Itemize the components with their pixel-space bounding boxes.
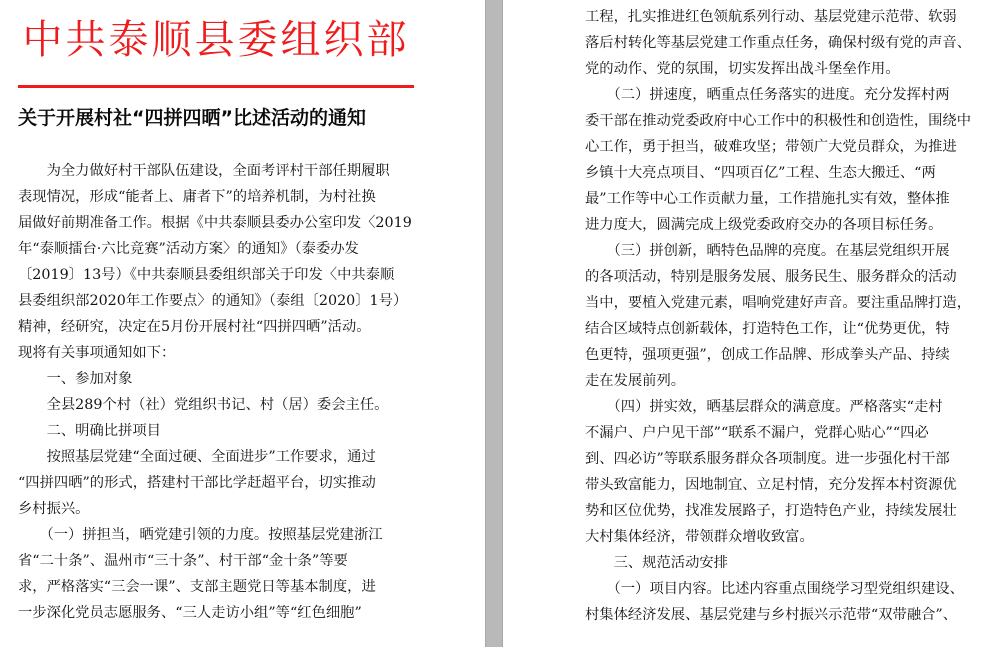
- body-line: 落后村转化等基层党建工作重点任务，确保村级有党的声音、: [585, 35, 972, 51]
- body-line: 心工作，勇于担当，破难攻坚；带领广大党员群众，为推进: [585, 139, 957, 155]
- section-heading: 二、明确比拼项目: [18, 423, 161, 439]
- body-line: 省“二十条”、温州市“三十条”、村干部“金十条”等要: [18, 553, 348, 569]
- body-line: （二）拼速度，晒重点任务落实的进度。充分发挥村两: [585, 87, 950, 103]
- section-heading: 一、参加对象: [18, 371, 133, 387]
- body-line: 为全力做好村干部队伍建设，全面考评村干部任期履职: [18, 163, 390, 179]
- body-line: 最”工作等中心工作贡献力量，工作措施扎实有效，整体推: [585, 191, 950, 207]
- body-line: 当中，要植入党建元素，唱响党建好声音。要注重品牌打造，: [585, 295, 972, 311]
- red-header-rule: [18, 85, 414, 88]
- document-page-right: [503, 0, 991, 647]
- body-line: 乡村振兴。: [18, 501, 90, 517]
- body-line: 走在发展前列。: [585, 373, 686, 389]
- body-line: 工程，扎实推进红色领航系列行动、基层党建示范带、软弱: [585, 9, 957, 25]
- body-line: 大村集体经济，带领群众增收致富。: [585, 529, 814, 545]
- org-masthead-title: 中共泰顺县委组织部: [22, 17, 410, 63]
- page-gutter: [485, 0, 503, 647]
- body-line: 不漏户、户户见干部”“联系不漏户，党群心贴心”“四必: [585, 425, 929, 441]
- body-line: （四）拼实效，晒基层群众的满意度。严格落实“走村: [585, 399, 943, 415]
- body-line: 求，严格落实“三会一课”、支部主题党日等基本制度，进: [18, 579, 376, 595]
- body-line: （一）拼担当，晒党建引领的力度。按照基层党建浙江: [18, 527, 383, 543]
- body-line: （一）项目内容。比述内容重点围绕学习型党组织建设、: [585, 581, 964, 597]
- body-line: 党的动作、党的氛围，切实发挥出战斗堡垒作用。: [585, 61, 900, 77]
- body-line: “四拼四晒”的形式，搭建村干部比学赶超平台，切实推动: [18, 475, 376, 491]
- body-line: 势和区位优势，找准发展路子，打造特色产业，持续发展壮: [585, 503, 957, 519]
- right-body-text: [585, 4, 985, 628]
- body-line: 到、四必访”等联系服务群众各项制度。进一步强化村干部: [585, 451, 950, 467]
- body-line: 精神，经研究，决定在5月份开展村社“四拼四晒”活动。: [18, 319, 371, 335]
- body-line: （三）拼创新，晒特色品牌的亮度。在基层党组织开展: [585, 243, 950, 259]
- body-line: 〔2019〕13号）《中共泰顺县委组织部关于印发〈中共泰顺: [18, 267, 395, 283]
- document-page-left: [0, 0, 485, 647]
- body-line: 表现情况，形成“能者上、庸者下”的培养机制，为村社换: [18, 189, 376, 205]
- body-line: 按照基层党建“全面过硬、全面进步”工作要求，通过: [18, 449, 376, 465]
- body-line: 色更特，强项更强”，创成工作品牌、形成拳头产品、持续: [585, 347, 950, 363]
- body-line: 现将有关事项通知如下：: [18, 345, 176, 361]
- body-line: 一步深化党员志愿服务、“三人走访小组”等“红色细胞”: [18, 605, 362, 621]
- body-line: 全县289个村（社）党组织书记、村（居）委会主任。: [18, 397, 389, 413]
- body-line: 年“泰顺擂台·六比竞赛”活动方案〉的通知》（泰委办发: [18, 241, 359, 257]
- body-line: 村集体经济发展、基层党建与乡村振兴示范带“双带融合”、: [585, 607, 958, 623]
- left-body-text: [18, 158, 468, 626]
- body-line: 县委组织部2020年工作要点〉的通知》（泰组〔2020〕1号）: [18, 293, 408, 309]
- body-line: 委干部在推动党委政府中心工作中的积极性和创造性，围绕中: [585, 113, 972, 129]
- body-line: 的各项活动，特别是服务发展、服务民生、服务群众的活动: [585, 269, 957, 285]
- body-line: 届做好前期准备工作。根据《中共泰顺县委办公室印发〈2019: [18, 215, 412, 231]
- notice-heading: 关于开展村社“四拼四晒”比述活动的通知: [18, 107, 366, 129]
- body-line: 结合区域特点创新载体，打造特色工作，让“优势更优，特: [585, 321, 950, 337]
- section-heading: 三、规范活动安排: [585, 555, 728, 571]
- body-line: 带头致富能力，因地制宜、立足村情，充分发挥本村资源优: [585, 477, 957, 493]
- body-line: 乡镇十大亮点项目、“四项百亿”工程、生态大搬迁、“两: [585, 165, 936, 181]
- body-line: 进力度大，圆满完成上级党委政府交办的各项目标任务。: [585, 217, 943, 233]
